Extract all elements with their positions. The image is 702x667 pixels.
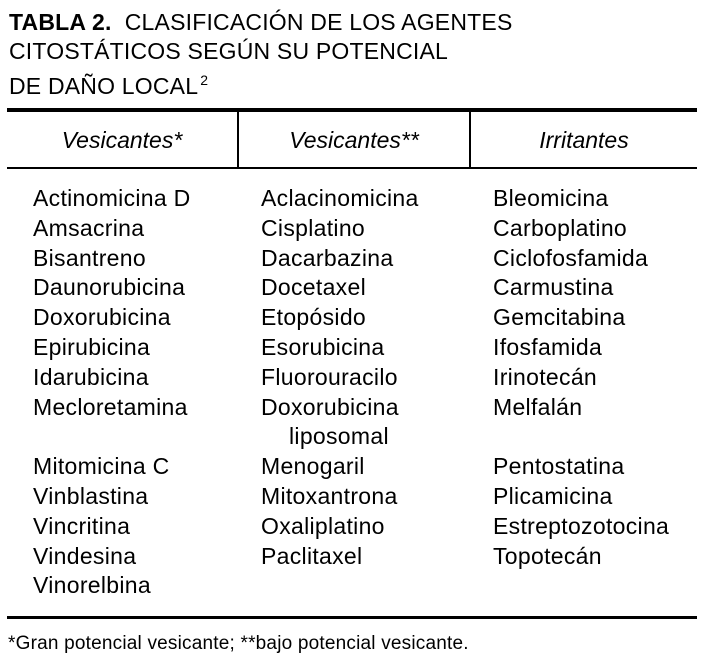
header-irritantes: Irritantes [539, 127, 629, 153]
list-item: Vinorelbina [33, 572, 151, 599]
list-item: Paclitaxel [261, 542, 363, 569]
list-item: Estreptozotocina [493, 512, 670, 539]
list-item: Melfalán [493, 393, 583, 420]
list-item: Bisantreno [33, 244, 146, 271]
column-vesicantes-high [33, 184, 191, 601]
list-item: Oxaliplatino [261, 512, 385, 539]
column-irritantes [493, 184, 669, 601]
list-item [493, 422, 669, 452]
table-label: TABLA 2. [9, 9, 112, 35]
list-item: Gemcitabina [493, 304, 626, 331]
list-item: liposomal [289, 423, 389, 450]
list-item: Ifosfamida [493, 333, 603, 360]
title-line-2: CITOSTÁTICOS SEGÚN SU POTENCIAL [9, 38, 449, 64]
list-item: Dacarbazina [261, 244, 394, 271]
header-vesicantes-low: Vesicantes** [289, 127, 419, 153]
list-item: Epirubicina [33, 333, 151, 360]
title-line-3 [9, 66, 513, 101]
list-item: Daunorubicina [33, 274, 186, 301]
table-bottom-rule [7, 616, 697, 619]
header-vesicantes-high: Vesicantes* [61, 127, 183, 153]
list-item: Vincritina [33, 512, 131, 539]
list-item: Plicamicina [493, 482, 613, 509]
list-item: Vindesina [33, 542, 137, 569]
list-item: Carboplatino [493, 214, 628, 241]
list-item: Topotecán [493, 542, 602, 569]
list-item: Mitoxantrona [261, 482, 398, 509]
list-item: Mecloretamina [33, 393, 188, 420]
title-line-1 [9, 8, 513, 37]
list-item: Vinblastina [33, 482, 149, 509]
table-footnote: *Gran potencial vesicante; **bajo potencial vesicante. [8, 633, 469, 654]
title-text-3: DE DAÑO LOCAL [9, 73, 199, 99]
list-item: Esorubicina [261, 333, 385, 360]
list-item: Doxorubicina [33, 304, 171, 331]
header-rule [7, 167, 697, 169]
list-item [261, 571, 419, 601]
list-item: Irinotecán [493, 363, 598, 390]
table-title [9, 8, 513, 101]
list-item: Fluorouracilo [261, 363, 398, 390]
list-item: Menogaril [261, 453, 365, 480]
list-item: Mitomicina C [33, 453, 170, 480]
list-item: Actinomicina D [33, 185, 191, 211]
table-top-rule [7, 108, 697, 112]
title-text-1: CLASIFICACIÓN DE LOS AGENTES [124, 9, 513, 35]
list-item: Doxorubicina [261, 393, 399, 420]
list-item: Ciclofosfamida [493, 244, 649, 271]
title-reference: 2 [200, 72, 209, 88]
list-item: Cisplatino [261, 214, 365, 241]
list-item: Aclacinomicina [261, 185, 419, 211]
list-item: Etopósido [261, 304, 366, 331]
list-item [33, 422, 191, 452]
list-item [493, 571, 669, 601]
list-item: Idarubicina [33, 363, 149, 390]
list-item: Amsacrina [33, 214, 145, 241]
list-item: Pentostatina [493, 453, 625, 480]
list-item: Bleomicina [493, 185, 609, 211]
column-vesicantes-low [261, 184, 419, 601]
list-item: Carmustina [493, 274, 614, 301]
list-item: Docetaxel [261, 274, 366, 301]
